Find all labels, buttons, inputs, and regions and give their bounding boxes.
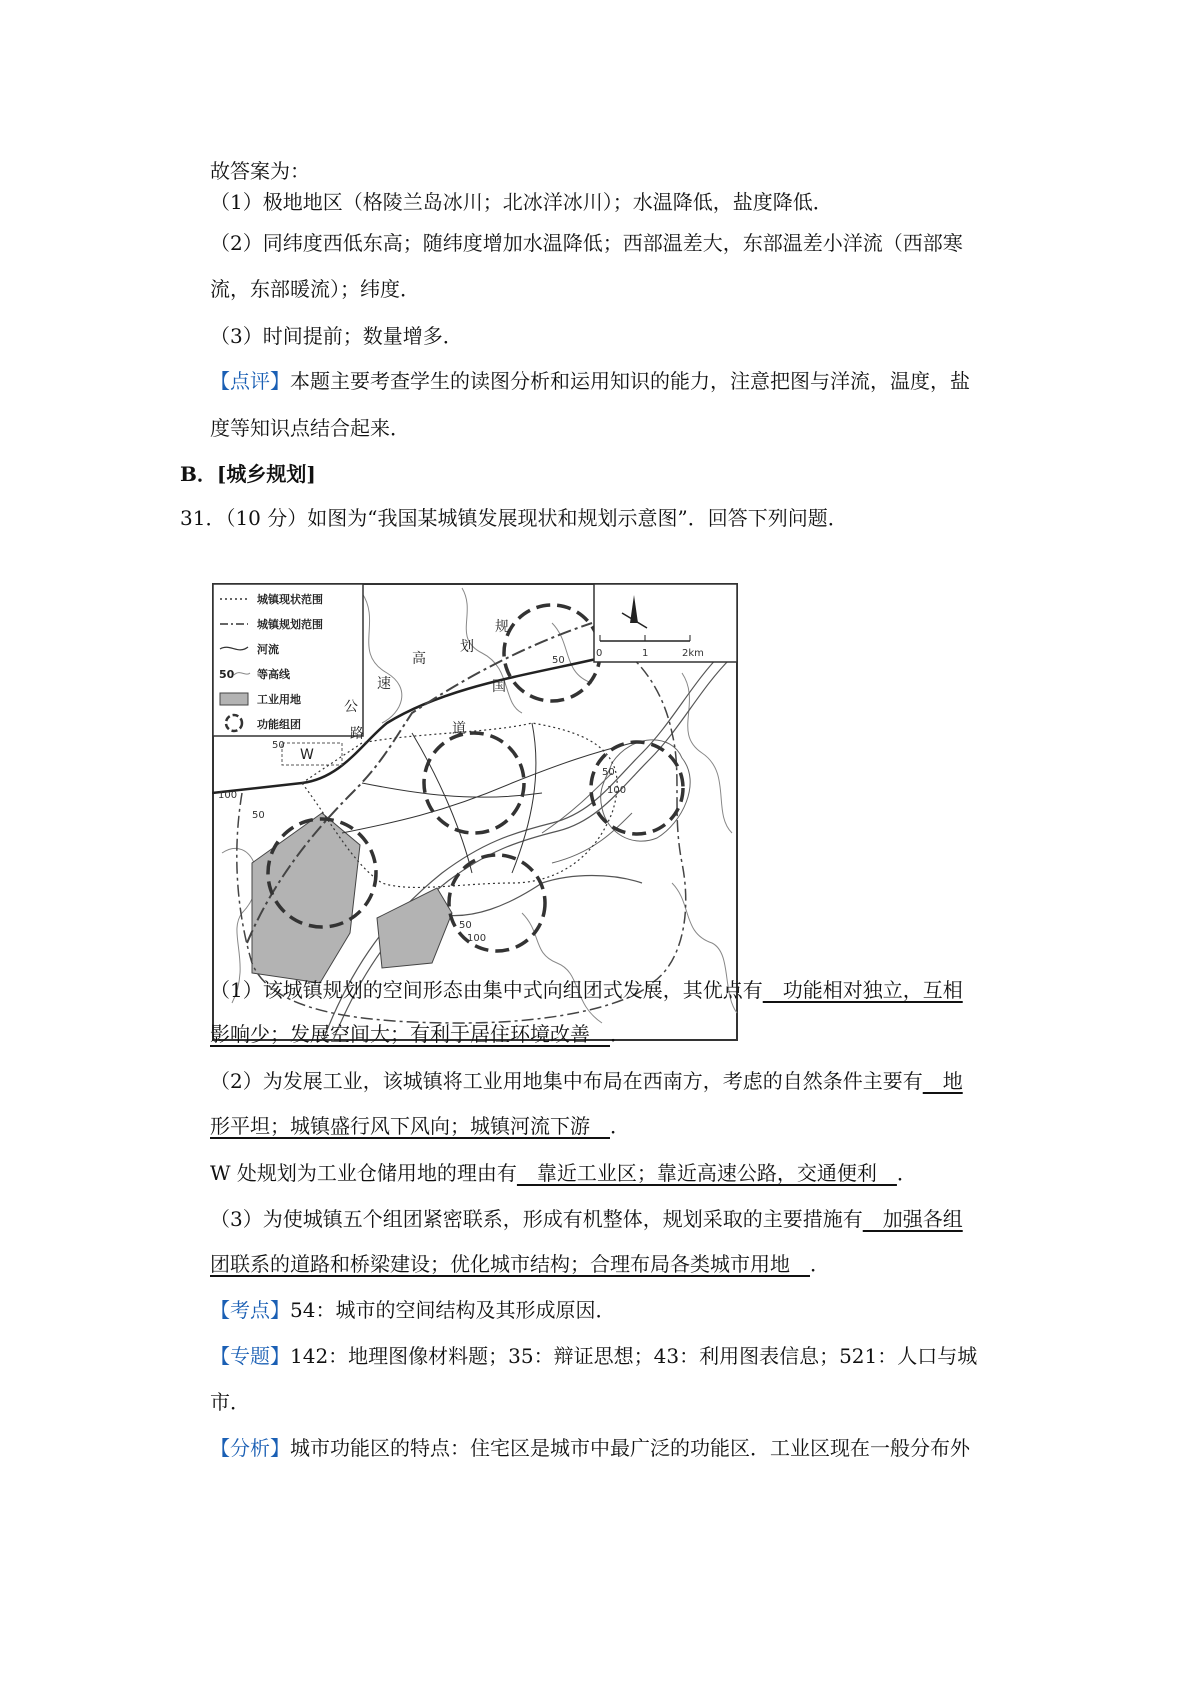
review-line1 [210,357,1030,405]
review-tag: 【点评】 [210,369,290,393]
question-1-line1 [210,966,1030,1014]
label-national-road-1: 规 [495,619,509,635]
kaodian-text: 54：城市的空间结构及其形成原因． [290,1298,616,1322]
answer-1: （1）极地地区（格陵兰岛冰川；北冰洋冰川）；水温降低，盐度降低． [210,190,833,214]
legend-current-extent: 城镇现状范围 [257,593,323,606]
contour-50-d: 50 [602,767,615,778]
contour-100-a: 100 [218,790,238,801]
scale-1: 1 [642,648,649,659]
zhuanti-text: 142：地理图像材料题；35：辩证思想；43：利用图表信息；521：人口与城 [290,1344,978,1368]
question-1-answer-part1: 功能相对独立，互相 [762,978,963,1002]
legend-function-cluster: 功能组团 [257,718,301,731]
zhuanti-tag: 【专题】 [210,1344,290,1368]
map-legend [213,584,363,736]
question-w [210,1149,1030,1197]
label-national-road-3: 国 [492,679,506,695]
contour-50-c: 50 [552,655,565,666]
legend-contour: 等高线 [257,668,290,681]
question-w-answer: 靠近工业区；靠近高速公路，交通便利 [516,1161,897,1185]
question-w-end: ． [896,1161,917,1185]
legend-planned-extent: 城镇规划范围 [257,618,323,631]
fenxi-text: 城市功能区的特点：住宅区是城市中最广泛的功能区．工业区现在一般分布外 [290,1436,970,1460]
scale-0: 0 [596,648,603,659]
label-highway-3: 公 [344,699,358,715]
label-w: W [300,747,314,763]
answer-2-line2: 流，东部暖流）；纬度． [210,277,420,301]
question-2-end: ． [610,1114,630,1138]
contour-100-b: 100 [607,785,627,796]
question-2-answer-part1: 地 [922,1069,963,1093]
legend-industrial-land: 工业用地 [257,693,301,706]
contour-50-b: 50 [252,810,265,821]
label-highway-4: 路 [350,726,364,742]
question-3-line1 [210,1195,1030,1243]
answer-intro: 故答案为： [210,159,310,183]
question-3-line2 [210,1240,1030,1288]
legend-river: 河流 [257,643,279,656]
question-w-text: W 处规划为工业仓储用地的理由有 [210,1161,517,1185]
question-3-end: ． [810,1252,830,1276]
question-1-text: （1）该城镇规划的空间形态由集中式向组团式发展，其优点有 [210,978,763,1002]
question-31: 31．（10 分）如图为“我国某城镇发展现状和规划示意图”．回答下列问题． [180,506,848,530]
question-1-line2 [210,1010,1030,1058]
legend-contour-value: 50 [219,668,235,681]
question-1-answer-part2: 影响少；发展空间大；有利于居住环境改善 [210,1022,610,1046]
answer-2-line1: （2）同纬度西低东高；随纬度增加水温降低；西部温差大，东部温差小洋流（西部寒 [210,231,963,255]
contour-50-e: 50 [459,920,472,931]
question-3-text: （3）为使城镇五个组团紧密联系，形成有机整体，规划采取的主要措施有 [210,1207,863,1231]
contour-50-a: 50 [272,740,285,751]
question-2-answer-part2: 形平坦；城镇盛行风下风向；城镇河流下游 [210,1114,610,1138]
question-2-text: （2）为发展工业，该城镇将工业用地集中布局在西南方，考虑的自然条件主要有 [210,1069,923,1093]
scale-2km: 2km [682,648,704,659]
zhuanti-line1 [210,1332,1030,1380]
contour-100-c: 100 [467,933,487,944]
label-national-road-2: 划 [460,639,474,655]
north-arrow-icon [594,584,737,662]
label-highway-1: 高 [412,651,426,667]
zhuanti-line2: 市． [210,1390,250,1414]
fenxi-tag: 【分析】 [210,1436,290,1460]
section-b-heading: B．[城乡规划] [180,462,316,486]
kaodian [210,1286,1030,1334]
question-2-line1 [210,1057,1030,1105]
label-national-road-4: 道 [452,721,466,737]
label-highway-2: 速 [377,676,391,692]
review-text: 本题主要考查学生的读图分析和运用知识的能力，注意把图与洋流，温度，盐 [290,369,970,393]
question-2-line2 [210,1102,1030,1150]
kaodian-tag: 【考点】 [210,1298,290,1322]
review-line2: 度等知识点结合起来． [210,416,410,440]
question-3-answer-part2: 团联系的道路和桥梁建设；优化城市结构；合理布局各类城市用地 [210,1252,810,1276]
fenxi [210,1424,1030,1472]
answer-3: （3）时间提前；数量增多． [210,324,463,348]
question-1-end: ． [610,1022,630,1046]
question-3-answer-part1: 加强各组 [862,1207,963,1231]
